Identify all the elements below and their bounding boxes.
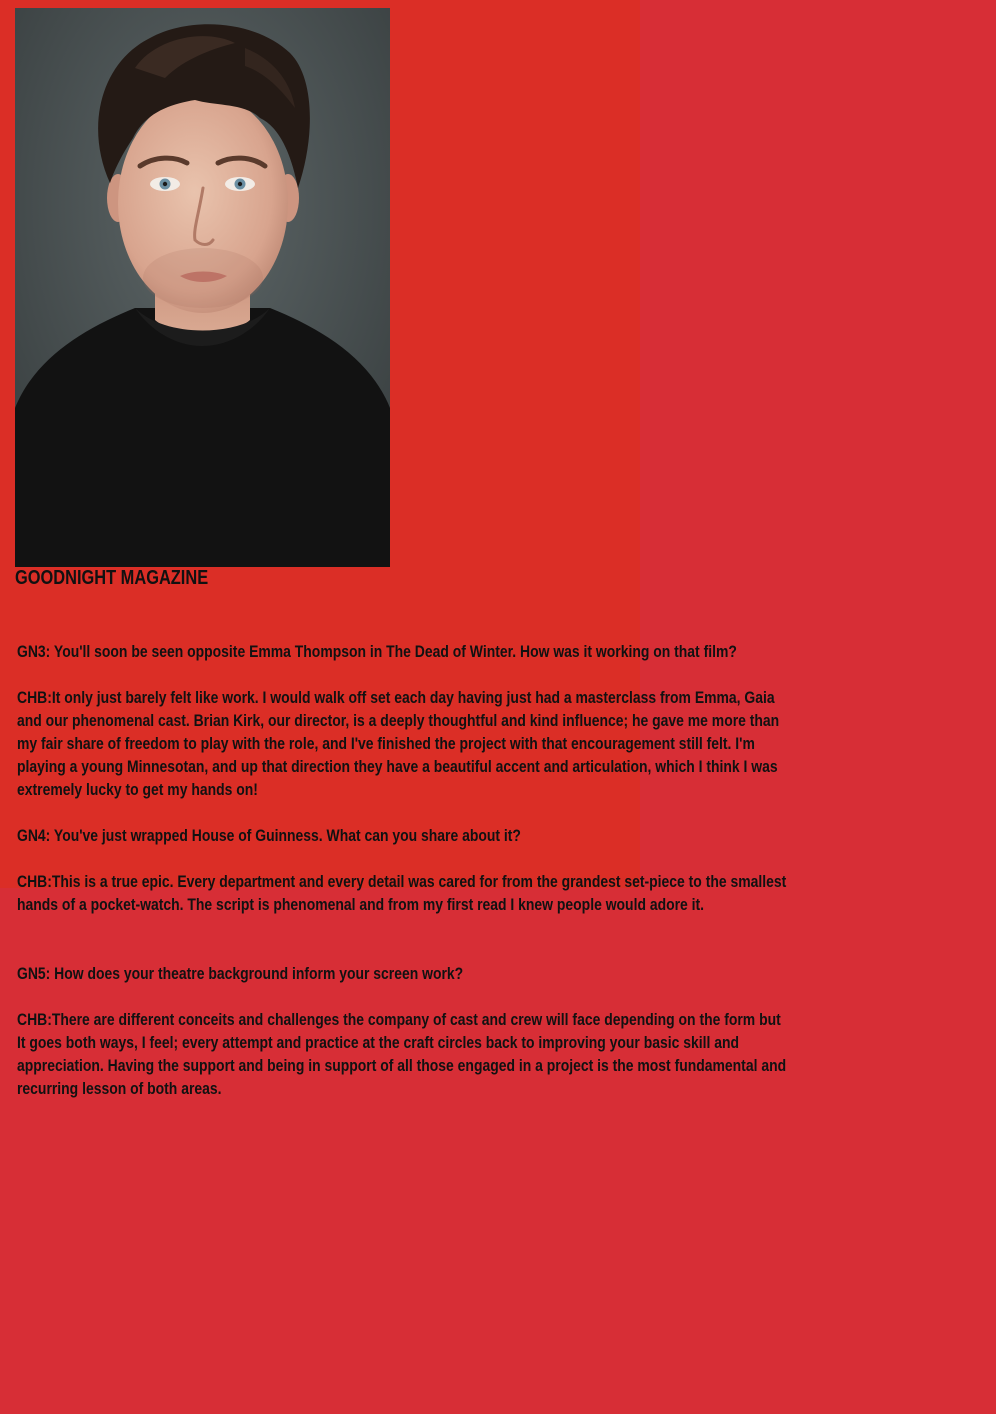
- question-gn3: GN3: You'll soon be seen opposite Emma Thompson in The Dead of Winter. How was it working on that film?: [17, 642, 737, 661]
- answer-gn3: CHB:It only just barely felt like work. I would walk off set each day having just had a masterclass from Emma, Gaia and our phenomenal cast. Brian Kirk, our director, is a deeply thoughtful and kind influence; he gave me more than my fair share of freedom to play with the role, and I've finished the project with that encouragement still felt. I'm playing a young Minnesotan, and up that direction they have a beautiful accent and articulation, which I think I was extremely lucky to get my hands on!: [17, 688, 780, 799]
- paragraph-spacer: [17, 663, 957, 686]
- portrait-photo: [15, 8, 390, 567]
- answer-gn4: CHB:This is a true epic. Every department and every detail was cared for from the grandest set-piece to the smallest hands of a pocket-watch. The script is phenomenal and from my first read I knew people would adore it.: [17, 872, 787, 914]
- interview-body: [17, 640, 957, 1100]
- paragraph-spacer: [17, 985, 957, 1008]
- question-gn5: GN5: How does your theatre background inform your screen work?: [17, 964, 464, 983]
- answer-gn5: CHB:There are different conceits and challenges the company of cast and crew will face depending on the form but It goes both ways, I feel; every attempt and practice at the craft circles back to improving your basic skill and appreciation. Having the support and being in support of all those engaged in a project is the most fundamental and recurring lesson of both areas.: [17, 1010, 787, 1098]
- magazine-title: GOODNIGHT MAGAZINE: [15, 567, 209, 589]
- paragraph-spacer: [17, 847, 957, 870]
- paragraph-spacer: [17, 916, 957, 962]
- paragraph-spacer: [17, 801, 957, 824]
- question-gn4: GN4: You've just wrapped House of Guinness. What can you share about it?: [17, 826, 521, 845]
